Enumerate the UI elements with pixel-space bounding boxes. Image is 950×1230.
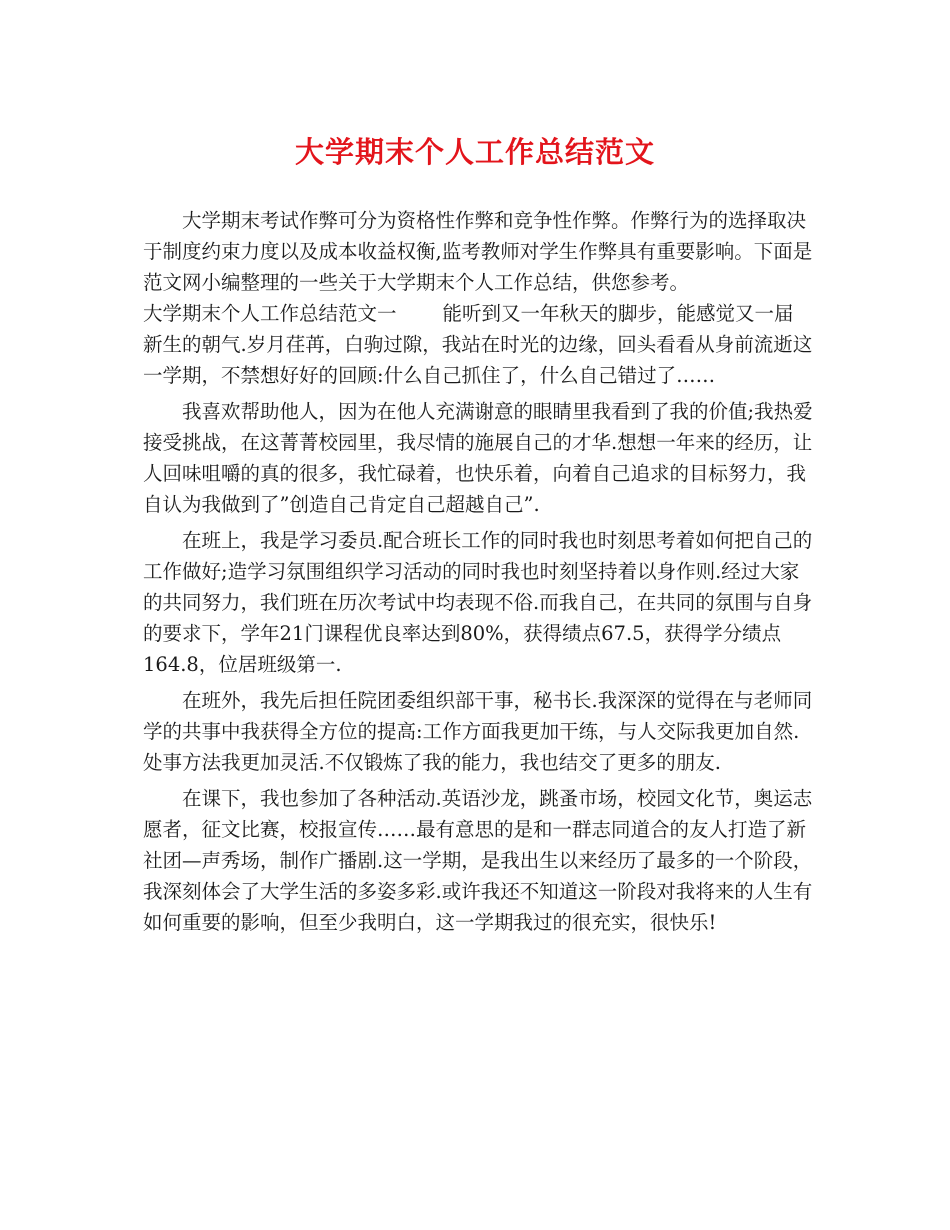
document-title: 大学期末个人工作总结范文 — [294, 135, 655, 169]
section-first-paragraph: 能听到又一年秋天的脚步，能感觉又一届新生的朝气.岁月荏苒，白驹过隙，我站在时光的边缘，回头看看从身前流逝这一学期，不禁想好好的回顾:什么自己抓住了，什么自己错过了…… — [143, 302, 813, 387]
document-body — [143, 205, 813, 938]
intro-paragraph: 大学期末考试作弊可分为资格性作弊和竞争性作弊。作弊行为的选择取决于制度约束力度以及成本收益权衡,监考教师对学生作弊具有重要影响。下面是范文网小编整理的一些关于大学期末个人工作总结，供您参考。 — [143, 209, 813, 294]
section-paragraph — [143, 298, 813, 391]
body-paragraph: 在班上，我是学习委员.配合班长工作的同时我也时刻思考着如何把自己的工作做好;造学习氛围组织学习活动的同时我也时刻坚持着以身作则.经过大家的共同努力，我们班在历次考试中均表现不俗.而我自己，在共同的氛围与自身的要求下，学年21门课程优良率达到80%，获得绩点67.5，获得学分绩点164.8，位居班级第一. — [143, 529, 813, 676]
section-heading: 大学期末个人工作总结范文一 — [143, 302, 397, 325]
body-paragraph: 在课下，我也参加了各种活动.英语沙龙，跳蚤市场，校园文化节，奥运志愿者，征文比赛，校报宣传……最有意思的是和一群志同道合的友人打造了新社团—声秀场，制作广播剧.这一学期，是我出生以来经历了最多的一个阶段，我深刻体会了大学生活的多姿多彩.或许我还不知道这一阶段对我将来的人生有如何重要的影响，但至少我明白，这一学期我过的很充实，很快乐! — [143, 787, 813, 934]
body-paragraph: 我喜欢帮助他人，因为在他人充满谢意的眼睛里我看到了我的价值;我热爱接受挑战，在这菁菁校园里，我尽情的施展自己的才华.想想一年来的经历，让人回味咀嚼的真的很多，我忙碌着，也快乐着，向着自己追求的目标努力，我自认为我做到了”创造自己肯定自己超越自己”. — [143, 400, 813, 516]
body-paragraph: 在班外，我先后担任院团委组织部干事，秘书长.我深深的觉得在与老师同学的共事中我获得全方位的提高:工作方面我更加干练，与人交际我更加自然.处事方法我更加灵活.不仅锻炼了我的能力，我也结交了更多的朋友. — [143, 689, 813, 774]
